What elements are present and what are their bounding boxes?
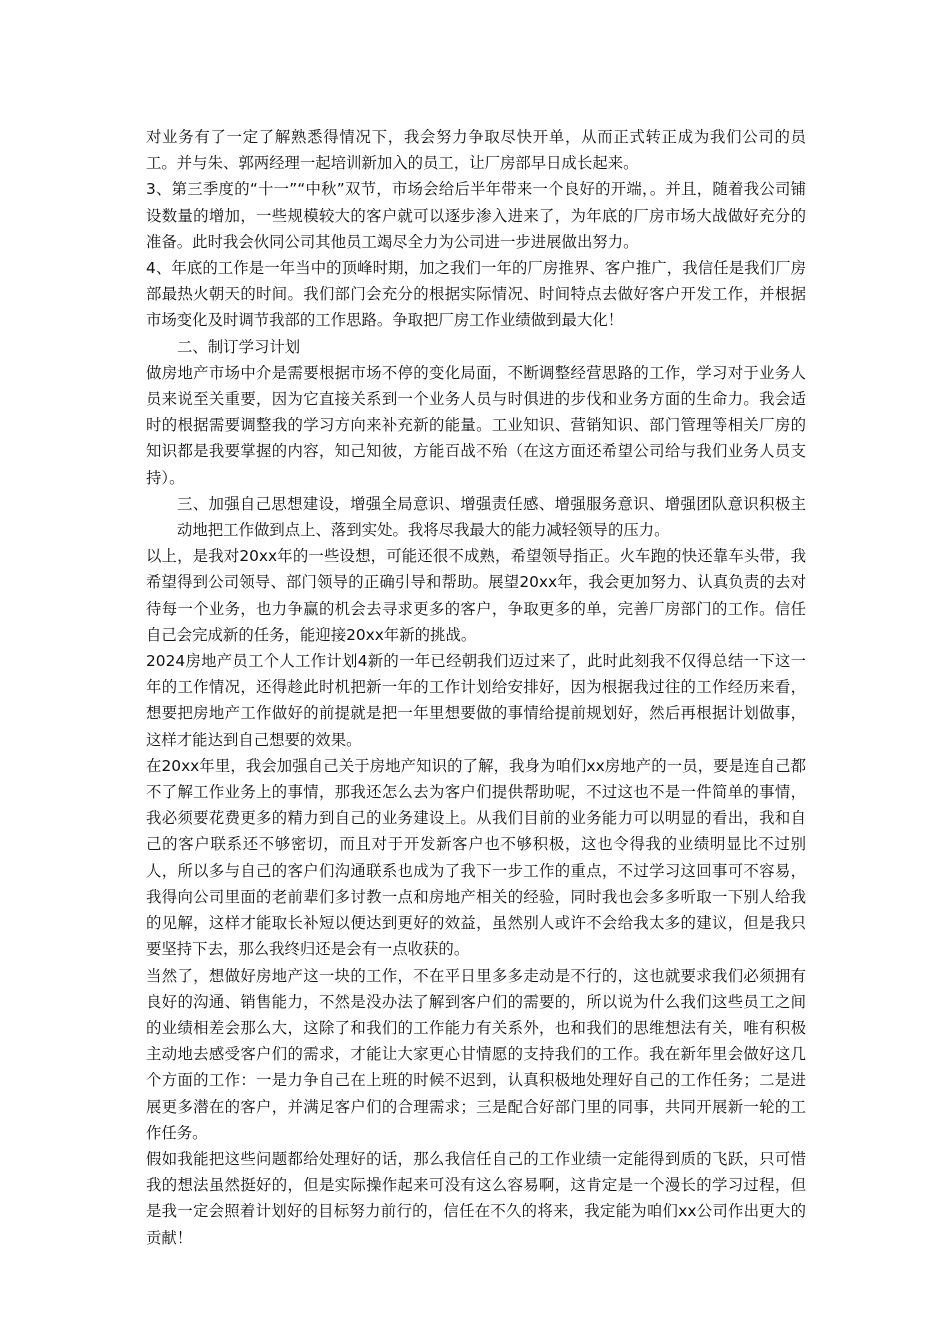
paragraph-2: 3、第三季度的“十一”“中秋”双节，市场会给后半年带来一个良好的开端，。并且，随着我公司铺设数量的增加，一些规模较大的客户就可以逐步渗入进来了，为年底的厂房市场大战做好充分的准备。此时我会伙同公司其他员工竭尽全力为公司进一步进展做出努力。 [146,180,806,251]
section-heading-ideology: 三、加强自己思想建设，增强全局意识、增强责任感、增强服务意识、增强团队意识积极主动地把工作做到点上、落到实处。我将尽我最大的能力减轻领导的压力。 [177,494,806,540]
paragraph-11: 假如我能把这些问题都给处理好的话，那么我信任自己的工作业绩一定能得到质的飞跃，只可惜我的想法虽然挺好的，但是实际操作起来可没有这么容易啊，这肯定是一个漫长的学习过程，但是我一定会照着计划好的目标努力前行的，信任在不久的将来，我定能为咱们xx公司作出更大的贡献！ [146,1149,806,1247]
paragraph-7: 以上，是我对20xx年的一些设想，可能还很不成熟，希望领导指正。火车跑的快还靠车头带，我希望得到公司领导、部门领导的正确引导和帮助。展望20xx年，我会更加努力、认真负责的去对待每一个业务，也力争赢的机会去寻求更多的客户，争取更多的单，完善厂房部门的工作。信任自己会完成新的任务，能迎接20xx年新的挑战。 [146,547,806,644]
section-heading-study-plan: 二、制订学习计划 [177,337,301,356]
paragraph-8: 2024房地产员工个人工作计划4新的一年已经朝我们迈过来了，此时此刻我不仅得总结一下这一年的工作情况，还得趁此时机把新一年的工作计划给安排好，因为根据我过往的工作经历来看，想要把房地产工作做好的前提就是把一年里想要做的事情给提前规划好，然后再根据计划做事，这样才能达到自己想要的效果。 [146,652,806,749]
paragraph-10: 当然了，想做好房地产这一块的工作，不在平日里多多走动是不行的，这也就要求我们必须拥有良好的沟通、销售能力，不然是没办法了解到客户们的需要的，所以说为什么我们这些员工之间的业绩相差会那么大，这除了和我们的工作能力有关系外，也和我们的思维想法有关，唯有积极主动地去感受客户们的需求，才能让大家更心甘情愿的支持我们的工作。我在新年里会做好这几个方面的工作：一是力争自己在上班的时候不迟到，认真积极地处理好自己的工作任务；二是进展更多潜在的客户，并满足客户们的合理需求；三是配合好部门里的同事，共同开展新一轮的工作任务。 [146,966,806,1142]
paragraph-9: 在20xx年里，我会加强自己关于房地产知识的了解，我身为咱们xx房地产的一员，要是连自己都不了解工作业务上的事情，那我还怎么去为客户们提供帮助呢，不过这也不是一件简单的事情，我必须要花费更多的精力到自己的业务建设上。从我们目前的业务能力可以明显的看出，我和自己的客户联系还不够密切，而且对于开发新客户也不够积极，这也令得我的业绩明显比不过别人，所以多与自己的客户们沟通联系也成为了我下一步工作的重点，不过学习这回事可不容易，我得向公司里面的老前辈们多讨教一点和房地产相关的经验，同时我也会多多听取一下别人给我的见解，这样才能取长补短以便达到更好的效益，虽然别人或许不会给我太多的建议，但是我只要坚持下去，那么我终归还是会有一点收获的。 [146,756,806,959]
paragraph-3: 4、年底的工作是一年当中的顶峰时期，加之我们一年的厂房推界、客户推广，我信任是我们厂房部最热火朝天的时间。我们部门会充分的根据实际情况、时间特点去做好客户开发工作，并根据市场变化及时调节我部的工作思路。争取把厂房工作业绩做到最大化！ [146,259,806,330]
paragraph-1: 对业务有了一定了解熟悉得情况下，我会努力争取尽快开单，从而正式转正成为我们公司的员工。并与朱、郭两经理一起培训新加入的员工，让厂房部早日成长起来。 [146,128,806,173]
paragraph-5: 做房地产市场中介是需要根据市场不停的变化局面，不断调整经营思路的工作，学习对于业务人员来说至关重要，因为它直接关系到一个业务人员与时俱进的步伐和业务方面的生命力。我会适时的根据需要调整我的学习方向来补充新的能量。工业知识、营销知识、部门管理等相关厂房的知识都是我要掌握的内容，知己知彼，方能百战不殆（在这方面还希望公司给与我们业务人员支持）。 [146,363,806,487]
document-body [146,124,806,1251]
